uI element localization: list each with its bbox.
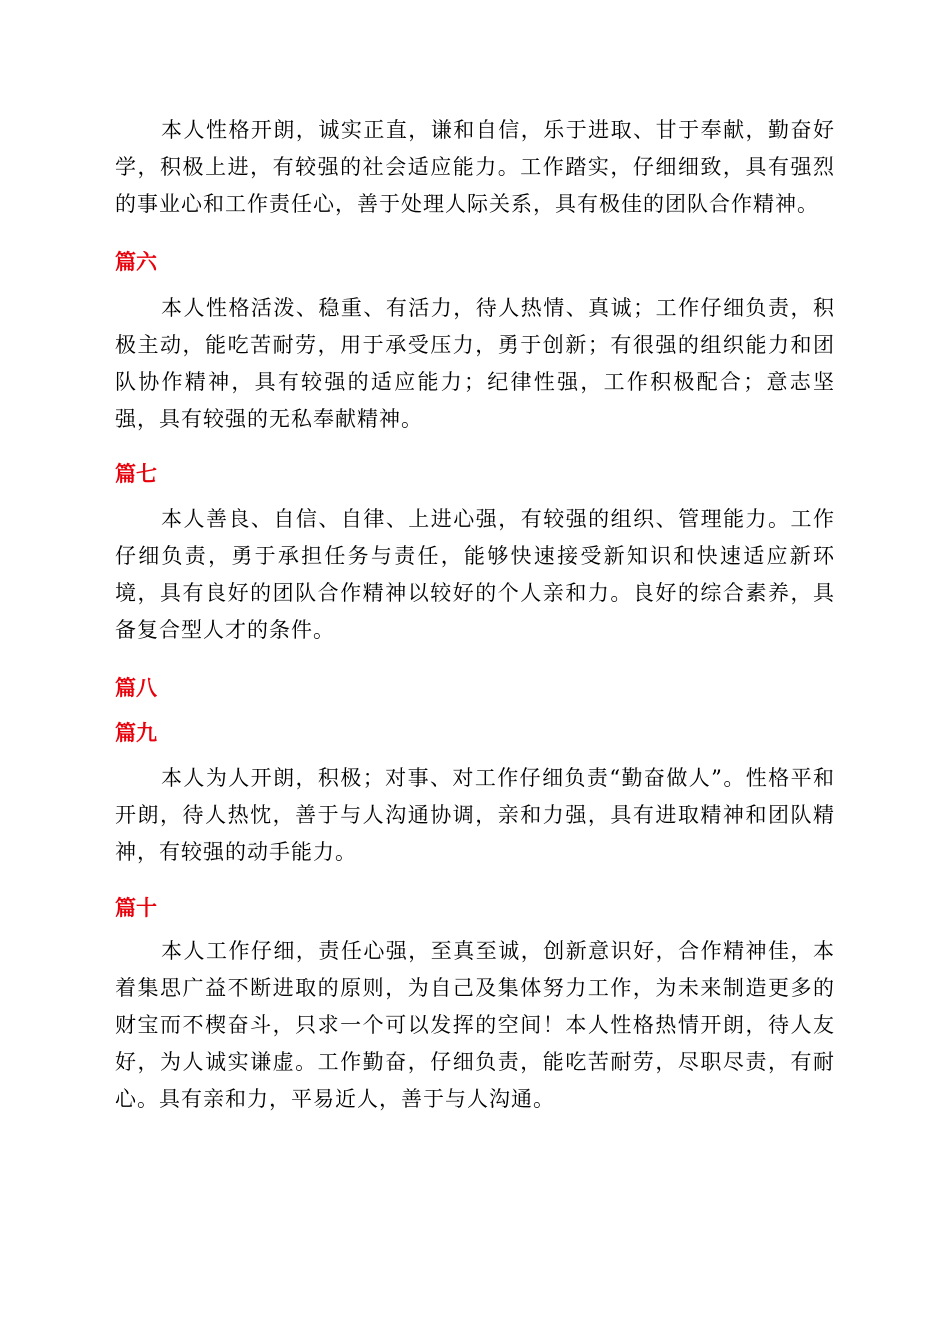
section-paragraph-10: 本人工作仔细，责任心强，至真至诚，创新意识好，合作精神佳，本着集思广益不断进取的原则，为自己及集体努力工作，为未来制造更多的财宝而不楔奋斗，只求一个可以发挥的空间！本人性格热情开朗，待人友好，为人诚实谦虚。工作勤奋，仔细负责，能吃苦耐劳，尽职尽责，有耐心。具有亲和力，平易近人，善于与人沟通。 (115, 939, 835, 1111)
section-heading-6: 篇六 (115, 249, 157, 274)
section-heading-7: 篇七 (115, 461, 157, 486)
section-heading-10: 篇十 (115, 895, 157, 920)
section-paragraph-6: 本人性格活泼、稳重、有活力，待人热情、真诚；工作仔细负责，积极主动，能吃苦耐劳，用于承受压力，勇于创新；有很强的组织能力和团队协作精神，具有较强的适应能力；纪律性强，工作积极配合；意志坚强，具有较强的无私奉献精神。 (115, 296, 835, 431)
section-paragraph-7: 本人善良、自信、自律、上进心强，有较强的组织、管理能力。工作仔细负责，勇于承担任务与责任，能够快速接受新知识和快速适应新环境，具有良好的团队合作精神以较好的个人亲和力。良好的综合素养，具备复合型人才的条件。 (115, 507, 835, 642)
section-10-block (115, 933, 835, 1118)
section-7-block (115, 501, 835, 649)
intro-paragraph-block (115, 112, 835, 223)
section-6-block (115, 290, 835, 438)
section-heading-8: 篇八 (115, 675, 157, 700)
section-9-block (115, 760, 835, 871)
intro-paragraph: 本人性格开朗，诚实正直，谦和自信，乐于进取、甘于奉献，勤奋好学，积极上进，有较强的社会适应能力。工作踏实，仔细细致，具有强烈的事业心和工作责任心，善于处理人际关系，具有极佳的团队合作精神。 (115, 118, 835, 216)
section-heading-9: 篇九 (115, 720, 157, 745)
section-paragraph-9: 本人为人开朗，积极；对事、对工作仔细负责“勤奋做人”。性格平和开朗，待人热忱，善于与人沟通协调，亲和力强，具有进取精神和团队精神，有较强的动手能力。 (115, 766, 835, 864)
